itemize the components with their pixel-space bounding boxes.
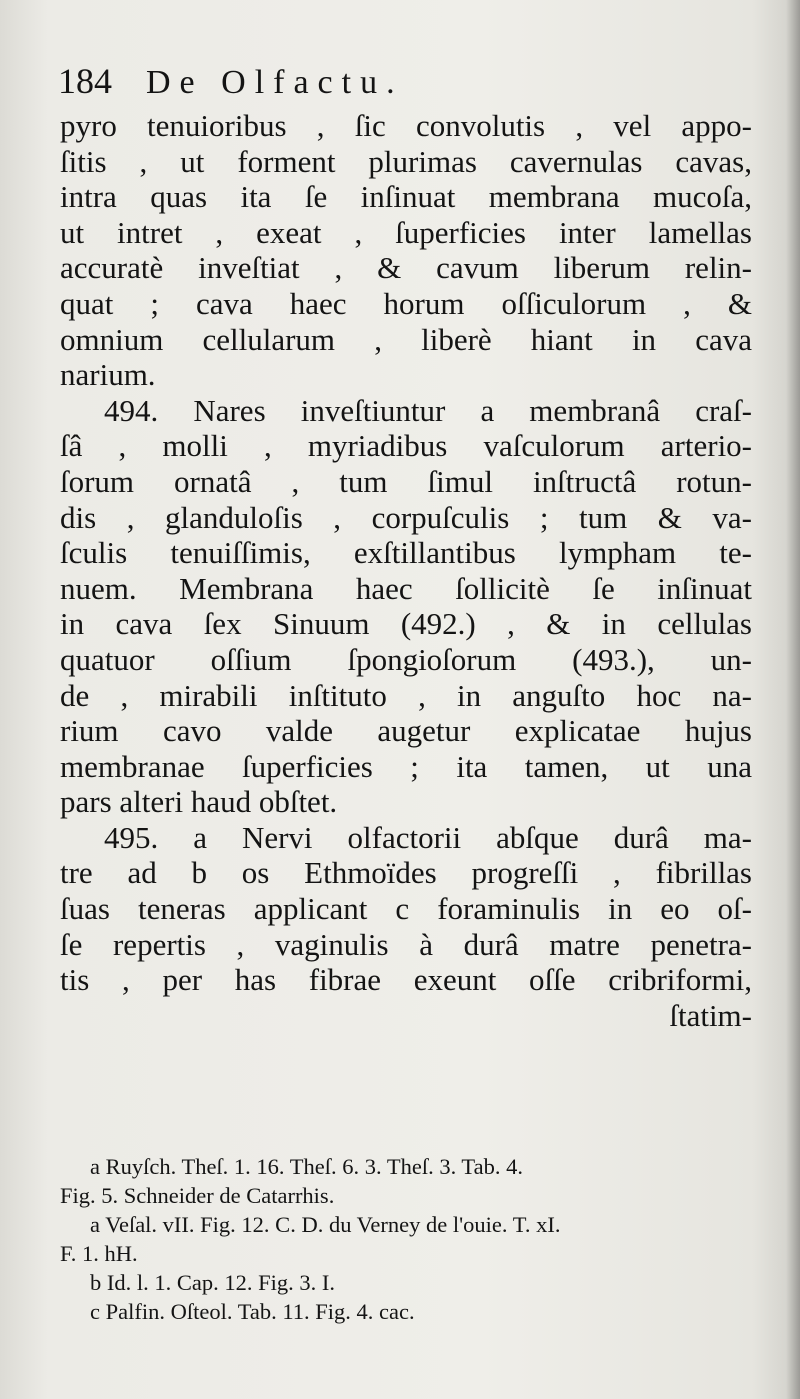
text-line: ſuas teneras applicant c foraminulis in eo oſ- bbox=[60, 891, 752, 927]
footnote-line: c Palfin. Oſteol. Tab. 11. Fig. 4. cac. bbox=[90, 1299, 415, 1324]
footnote-line: Fig. 5. Schneider de Catarrhis. bbox=[60, 1183, 335, 1208]
page-number: 184 bbox=[58, 61, 112, 101]
text-line: ſculis tenuiſſimis, exſtillantibus lympham te- bbox=[60, 535, 752, 571]
running-title: De Olfactu. bbox=[146, 64, 404, 101]
page-edge-shadow bbox=[786, 0, 800, 1399]
footnote-line: a Ruyſch. Theſ. 1. 16. Theſ. 6. 3. Theſ. 3. Tab. 4. bbox=[90, 1154, 523, 1179]
page-header bbox=[58, 60, 404, 108]
text-line: quat ; cava haec horum oſſiculorum , & bbox=[60, 285, 752, 321]
text-line: ſâ , molli , myriadibus vaſculorum arterio- bbox=[60, 428, 752, 464]
footnote-line: F. 1. hH. bbox=[60, 1241, 138, 1266]
text-line: accuratè inveſtiat , & cavum liberum relin- bbox=[60, 250, 752, 286]
footnotes bbox=[60, 1152, 760, 1326]
text-line: ſe repertis , vaginulis à durâ matre penetra- bbox=[60, 926, 752, 962]
text-line: omnium cellularum , liberè hiant in cava bbox=[60, 321, 752, 357]
text-line: nuem. Membrana haec ſollicitè ſe inſinuat bbox=[60, 570, 752, 606]
text-line: ut intret , exeat , ſuperficies inter lamellas bbox=[60, 214, 752, 250]
text-line: dis , glanduloſis , corpuſculis ; tum & va- bbox=[60, 499, 752, 535]
text-line: tis , per has fibrae exeunt oſſe cribriformi, bbox=[60, 962, 752, 998]
paragraph-495-start: 495. a Nervi olfactorii abſque durâ ma- bbox=[104, 819, 752, 855]
footnote-line: a Veſal. vII. Fig. 12. C. D. du Verney de l'ouie. T. xI. bbox=[90, 1212, 561, 1237]
text-line: rium cavo valde augetur explicatae hujus bbox=[60, 713, 752, 749]
text-line: ſitis , ut forment plurimas cavernulas cavas, bbox=[60, 143, 752, 179]
text-line: ſorum ornatâ , tum ſimul inſtructâ rotun- bbox=[60, 463, 752, 499]
main-text bbox=[60, 108, 752, 1033]
text-line: tre ad b os Ethmoïdes progreſſi , fibrillas bbox=[60, 855, 752, 891]
text-line: in cava ſex Sinuum (492.) , & in cellulas bbox=[60, 606, 752, 642]
text-line: membranae ſuperficies ; ita tamen, ut una bbox=[60, 748, 752, 784]
text-line: de , mirabili inſtituto , in anguſto hoc na- bbox=[60, 677, 752, 713]
paragraph-494-start: 494. Nares inveſtiuntur a membranâ craſ- bbox=[104, 392, 752, 428]
text-line: pyro tenuioribus , ſic convolutis , vel appo- bbox=[60, 108, 752, 143]
text-line: narium. bbox=[60, 357, 156, 393]
catchword: ſtatim- bbox=[669, 997, 752, 1033]
text-line: pars alteri haud obſtet. bbox=[60, 784, 338, 820]
footnote-line: b Id. l. 1. Cap. 12. Fig. 3. I. bbox=[90, 1270, 335, 1295]
text-line: intra quas ita ſe inſinuat membrana mucoſa, bbox=[60, 179, 752, 215]
text-line: quatuor oſſium ſpongioſorum (493.), un- bbox=[60, 641, 752, 677]
